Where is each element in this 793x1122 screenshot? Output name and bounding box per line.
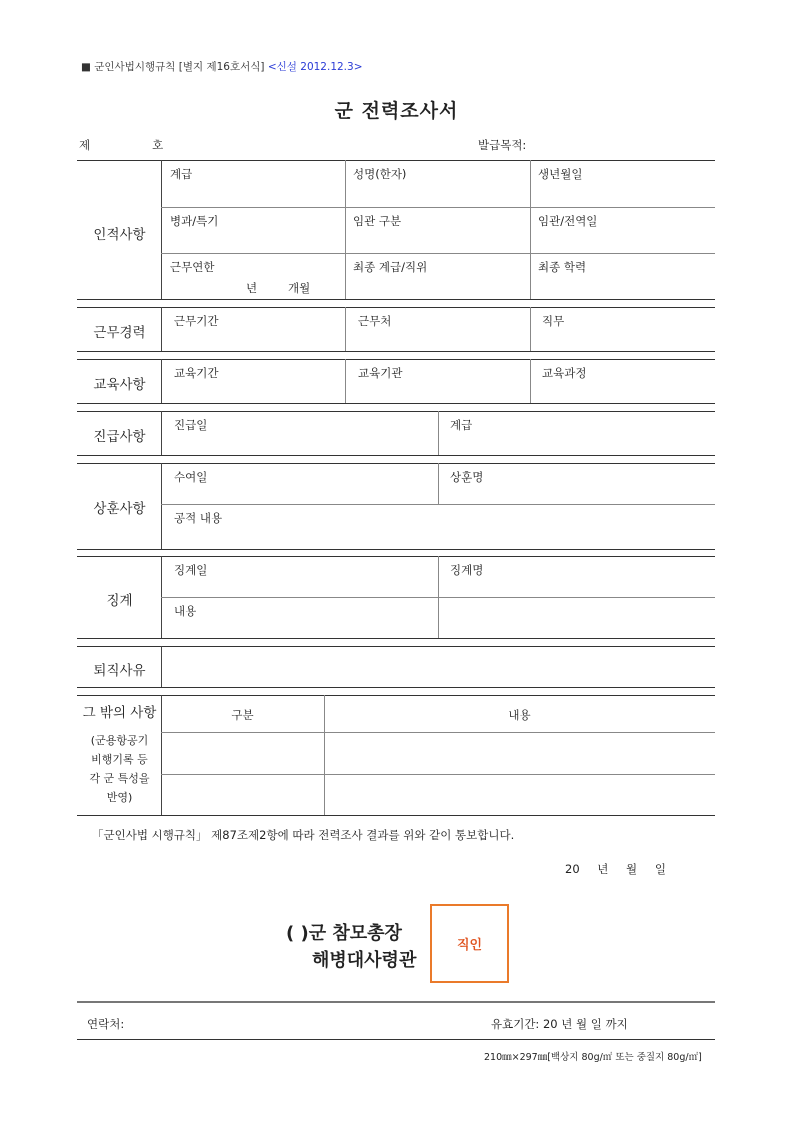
months-unit: 개월 <box>288 281 311 295</box>
doc-number <box>79 137 163 153</box>
signatory-line-2: 해병대사령관 <box>312 950 417 971</box>
commission-date-field[interactable]: 임관/전역일 <box>538 214 598 228</box>
promotion-section-label: 진급사항 <box>93 429 146 445</box>
name-field[interactable]: 성명(한자) <box>353 167 407 181</box>
others-note-line-3: 각 군 특성을 <box>89 772 150 785</box>
years-unit: 년 <box>246 281 258 295</box>
page-title: 군 전력조사서 <box>334 100 459 122</box>
issue-purpose-label: 발급목적: <box>478 138 527 152</box>
final-rank-field[interactable]: 최종 계급/직위 <box>353 260 428 274</box>
official-seal-label: 직인 <box>456 938 483 953</box>
commission-type-field[interactable]: 임관 구분 <box>353 214 402 228</box>
promotion-date-field[interactable]: 진급일 <box>174 418 208 432</box>
career-section-label: 근무경력 <box>93 325 146 341</box>
branch-field[interactable]: 병과/특기 <box>170 214 219 228</box>
others-note-line-1: (군용항공기 <box>90 734 149 747</box>
doc-number-ho: 호 <box>152 138 164 152</box>
signatory-line-1: ( )군 참모총장 <box>286 923 402 944</box>
validity-period: 유효기간: 20 년 월 일 까지 <box>491 1017 628 1031</box>
issue-date: 20 년 월 일 <box>565 862 666 876</box>
retirement-section-label: 퇴직사유 <box>93 663 146 679</box>
training-section-label: 교육사항 <box>93 377 146 393</box>
contact-field[interactable]: 연락처: <box>87 1017 125 1031</box>
revision-note: <신설 2012.12.3> <box>267 61 363 73</box>
promotion-rank-field[interactable]: 계급 <box>450 418 473 432</box>
training-institution-field[interactable]: 교육기관 <box>358 366 403 380</box>
discipline-date-field[interactable]: 징계일 <box>174 563 208 577</box>
paper-spec: 210㎜×297㎜[백상지 80g/㎡ 또는 중질지 80g/㎡] <box>484 1052 702 1063</box>
career-place-field[interactable]: 근무처 <box>358 314 392 328</box>
award-date-field[interactable]: 수여일 <box>174 470 208 484</box>
discipline-content-field[interactable]: 내용 <box>174 604 197 618</box>
training-course-field[interactable]: 교육과정 <box>542 366 587 380</box>
others-note-line-2: 비행기록 등 <box>91 753 148 766</box>
form-header <box>81 59 363 74</box>
rank-field[interactable]: 계급 <box>170 167 193 181</box>
career-period-field[interactable]: 근무기간 <box>174 314 219 328</box>
training-period-field[interactable]: 교육기간 <box>174 366 219 380</box>
others-note-line-4: 반영) <box>106 791 133 804</box>
retirement-reason-field[interactable] <box>165 650 710 684</box>
education-field[interactable]: 최종 학력 <box>538 260 587 274</box>
official-seal-box <box>430 904 509 983</box>
birthdate-field[interactable]: 생년월일 <box>538 167 583 181</box>
others-col-category: 구분 <box>231 708 254 722</box>
regulation-reference: ■ 군인사법시행규칙 [별지 제16호서식] <box>81 61 265 73</box>
career-duty-field[interactable]: 직무 <box>542 314 565 328</box>
personal-section-label: 인적사항 <box>93 227 146 243</box>
notice-text: 「군인사법 시행규칙」 제87조제2항에 따라 전력조사 결과를 위와 같이 통보합니다. <box>92 828 515 842</box>
service-years-field[interactable]: 근무연한 <box>170 260 215 274</box>
discipline-section-label: 징계 <box>106 593 133 609</box>
others-section-note <box>77 731 162 807</box>
others-col-content: 내용 <box>508 708 531 722</box>
others-section-label: 그 밖의 사항 <box>82 705 157 721</box>
doc-number-je: 제 <box>79 138 91 152</box>
award-content-field[interactable]: 공적 내용 <box>174 511 223 525</box>
discipline-name-field[interactable]: 징계명 <box>450 563 484 577</box>
award-section-label: 상훈사항 <box>93 501 146 517</box>
award-name-field[interactable]: 상훈명 <box>450 470 484 484</box>
